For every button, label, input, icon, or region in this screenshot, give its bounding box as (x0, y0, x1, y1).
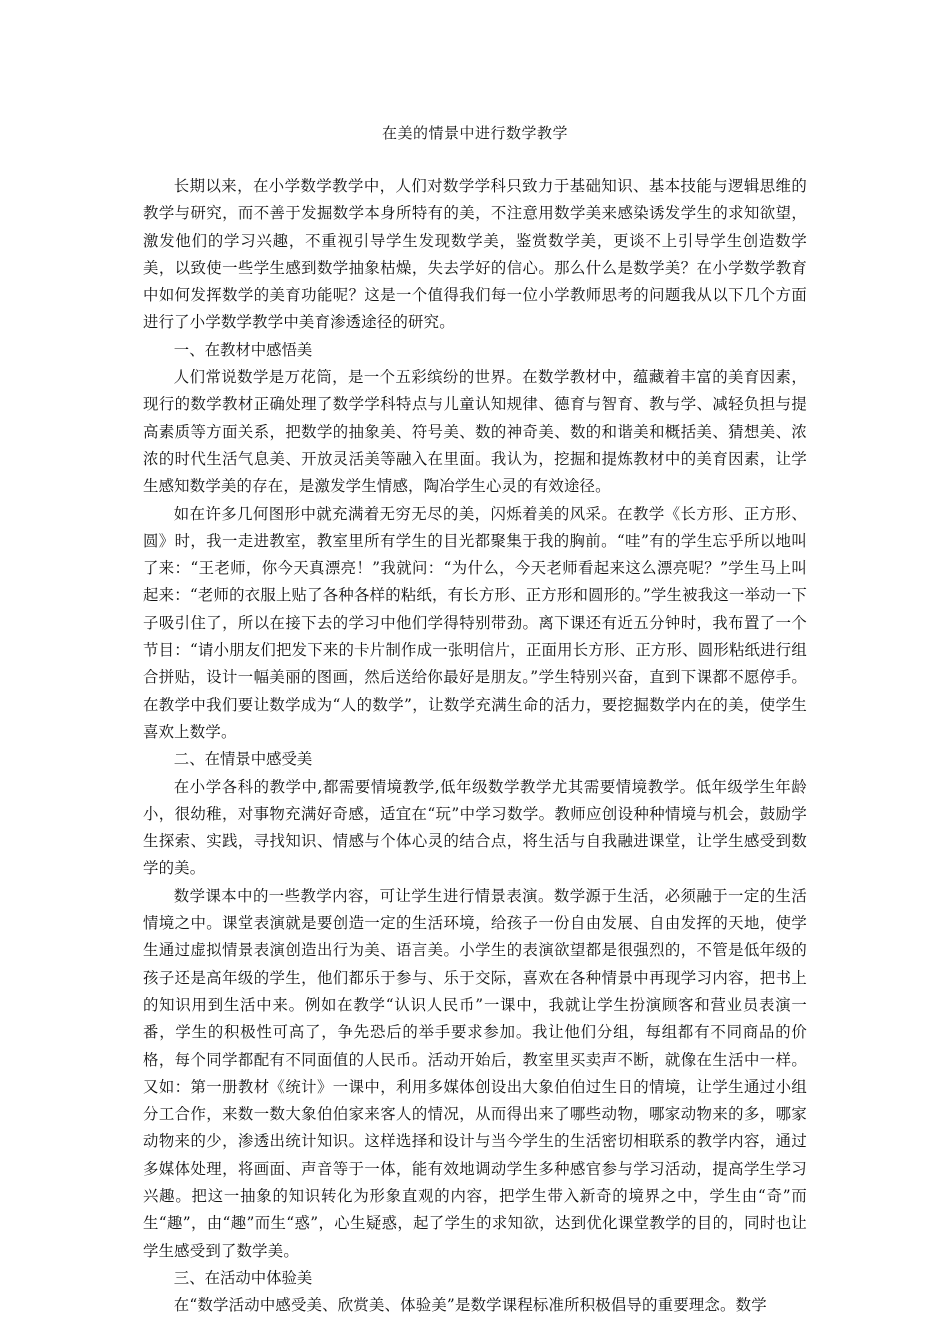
section-heading-2: 二、在情景中感受美 (173, 750, 313, 769)
section-heading-3: 三、在活动中体验美 (173, 1268, 313, 1287)
document-title: 在美的情景中进行数学教学 (381, 124, 568, 142)
paragraph-1a: 人们常说数学是万花筒，是一个五彩缤纷的世界。在数学教材中，蕴藏着丰富的美育因素，现行的数学教材正确处理了数学学科特点与儿童认知规律、德育与智育、教与学、减轻负担与提高素质等方面关系，把数学的抽象美、符号美、数的神奇美、数的和谐美和概括美、猜想美、浓浓的时代生活气息美、开放灵活美等融入在里面。我认为，挖掘和提炼教材中的美育因素，让学生感知数学美的存在，是激发学生情感，陶冶学生心灵的有效途径。 (143, 368, 807, 496)
paragraph-2a: 在小学各科的教学中,都需要情境教学,低年级数学教学尤其需要情境教学。低年级学生年龄小，很幼稚，对事物充满好奇感，适宜在“玩”中学习数学。教师应创设种种情境与机会，鼓励学生探索、实践，寻找知识、情感与个体心灵的结合点，将生活与自我融进课堂，让学生感受到数学的美。 (143, 777, 807, 878)
document-body (143, 173, 807, 1319)
section-heading-1: 一、在教材中感悟美 (173, 340, 313, 359)
paragraph-2b: 数学课本中的一些教学内容，可让学生进行情景表演。数学源于生活，必须融于一定的生活情境之中。课堂表演就是要创造一定的生活环境，给孩子一份自由发展、自由发挥的天地，使学生通过虚拟情景表演创造出行为美、语言美。小学生的表演欲望都是很强烈的，不管是低年级的孩子还是高年级的学生，他们都乐于参与、乐于交际，喜欢在各种情景中再现学习内容，把书上的知识用到生活中来。例如在教学“认识人民币”一课中，我就让学生扮演顾客和营业员表演一番，学生的积极性可高了，争先恐后的举手要求参加。我让他们分组，每组都有不同商品的价格，每个同学都配有不同面值的人民币。活动开始后，教室里买卖声不断，就像在生活中一样。又如：第一册教材《统计》一课中，利用多媒体创设出大象伯伯过生日的情境，让学生通过小组分工合作，来数一数大象伯伯家来客人的情况，从而得出来了哪些动物，哪家动物来的多，哪家动物来的少，渗透出统计知识。这样选择和设计与当今学生的生活密切相联系的教学内容，通过多媒体处理，将画面、声音等于一体，能有效地调动学生多种感官参与学习活动，提高学生学习兴趣。把这一抽象的知识转化为形象直观的内容，把学生带入新奇的境界之中，学生由“奇”而生“趣”，由“趣”而生“惑”，心生疑惑，起了学生的求知欲，达到优化课堂教学的目的，同时也让学生感受到了数学美。 (143, 886, 807, 1260)
paragraph-3a: 在“数学活动中感受美、欣赏美、体验美”是数学课程标准所积极倡导的重要理念。数学 (173, 1296, 767, 1315)
paragraph-1b: 如在许多几何图形中就充满着无穷无尽的美，闪烁着美的风采。在教学《长方形、正方形、圆》时，我一走进教室，教室里所有学生的目光都聚集于我的胸前。“哇”有的学生忘乎所以地叫了来：“王老师，你今天真漂亮！”我就问：“为什么，今天老师看起来这么漂亮呢？”学生马上叫起来：“老师的衣服上贴了各种各样的粘纸，有长方形、正方形和圆形的。”学生被我这一举动一下子吸引住了，所以在接下去的学习中他们学得特别带劲。离下课还有近五分钟时，我布置了一个节目：“请小朋友们把发下来的卡片制作成一张明信片，正面用长方形、正方形、圆形粘纸进行组合拼贴，设计一幅美丽的图画，然后送给你最好是朋友。”学生特别兴奋，直到下课都不愿停手。在教学中我们要让数学成为“人的数学”，让数学充满生命的活力，要挖掘数学内在的美，使学生喜欢上数学。 (143, 504, 807, 741)
paragraph-intro: 长期以来，在小学数学教学中，人们对数学学科只致力于基础知识、基本技能与逻辑思维的教学与研究，而不善于发掘数学本身所特有的美，不注意用数学美来感染诱发学生的求知欲望，激发他们的学习兴趣，不重视引导学生发现数学美，鉴赏数学美，更谈不上引导学生创造数学美，以致使一些学生感到数学抽象枯燥，失去学好的信心。那么什么是数学美？在小学数学教育中如何发挥数学的美育功能呢？这是一个值得我们每一位小学教师思考的问题我从以下几个方面进行了小学数学教学中美育渗透途径的研究。 (143, 177, 807, 332)
